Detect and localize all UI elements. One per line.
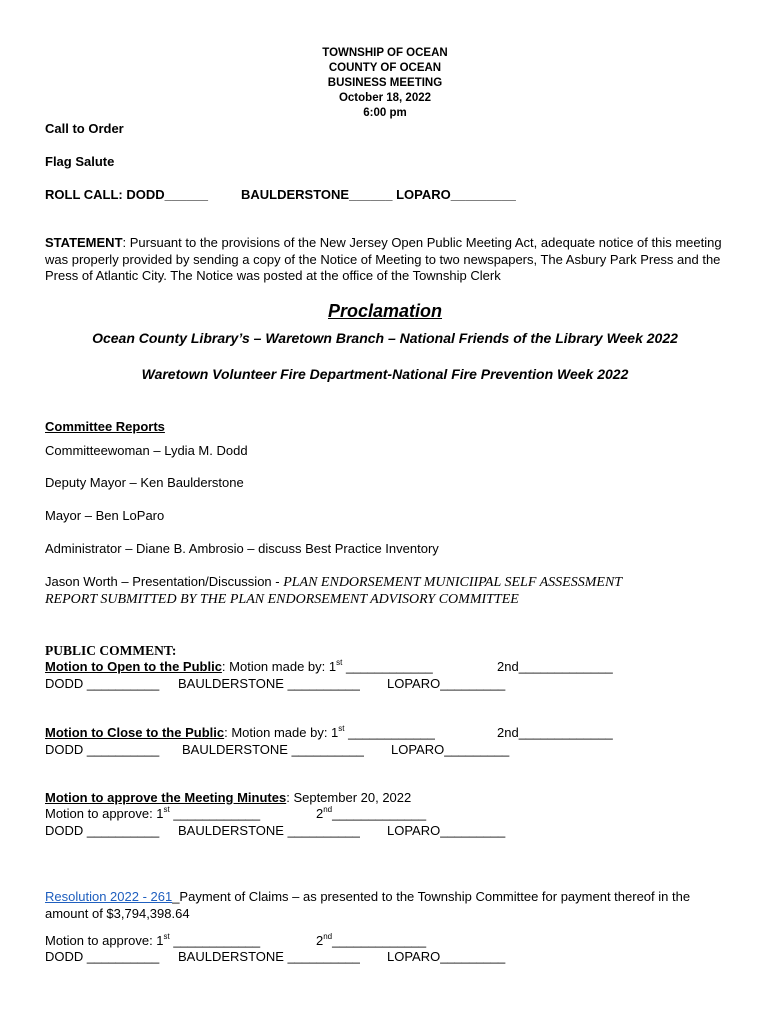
sup-st: st [338,724,345,733]
motion-close-first-blank: ____________ [344,725,435,740]
motion-minutes-label: Motion to approve the Meeting Minutes [45,790,287,805]
minutes-approve [45,806,260,821]
resolution-approve [45,933,260,948]
document-header [0,46,770,121]
vote-close-dodd: DODD __________ [45,742,160,757]
county-name: COUNTY OF OCEAN [328,62,442,74]
sup-st: st [336,658,343,667]
proclamation-title: Proclamation [327,301,443,321]
call-to-order: Call to Order [45,121,124,136]
sup-st: st [163,932,170,941]
meeting-time: 6:00 pm [363,107,407,119]
vote-minutes-dodd: DODD __________ [45,823,160,838]
motion-close-second: 2nd_____________ [497,725,613,740]
motion-open-first-blank: ____________ [342,659,433,674]
resolution-text: _Payment of Claims – as presented to the Township Committee for payment thereof in the amount of $3,794,398.64 [45,889,691,921]
sup-nd: nd [323,805,333,814]
motion-minutes-date: : September 20, 2022 [286,790,412,805]
resolution-second-blank: _____________ [332,933,427,948]
resolution-link[interactable]: Resolution 2022 - 261 [45,889,173,904]
proclamation-item-library: Ocean County Library’s – Waretown Branch – National Friends of the Library Week 2022 [92,330,678,346]
minutes-second [316,806,426,821]
vote-close-baulderstone: BAULDERSTONE __________ [182,742,364,757]
statement-text: : Pursuant to the provisions of the New Jersey Open Public Meeting Act, adequate notice of this meeting was properly provided by sending a copy of the Notice of Meeting to two newspapers, The Asbury Park Press and the Press of Atlantic City. The Notice was posted at the office of the Township Clerk [45,235,722,283]
presentation-prefix: Jason Worth – Presentation/Discussion - [45,574,284,589]
resolution-second-num: 2 [316,933,324,948]
vote-resolution-baulderstone: BAULDERSTONE __________ [178,949,360,964]
minutes-second-num: 2 [316,806,324,821]
flag-salute: Flag Salute [45,154,115,169]
proclamation-item-fire: Waretown Volunteer Fire Department-National Fire Prevention Week 2022 [141,366,629,382]
vote-open-dodd: DODD __________ [45,676,160,691]
statement-label: STATEMENT [45,235,123,250]
motion-close-text: : Motion made by: 1 [224,725,339,740]
presentation-title-line1: PLAN ENDORSEMENT MUNICIIPAL SELF ASSESSMENT [283,575,623,590]
meeting-date: October 18, 2022 [338,92,432,104]
presentation-title-line2: REPORT SUBMITTED BY THE PLAN ENDORSEMENT ADVISORY COMMITTEE [45,592,519,607]
vote-minutes-loparo: LOPARO_________ [387,823,506,838]
report-presentation [45,574,622,591]
township-name: TOWNSHIP OF OCEAN [322,47,448,59]
motion-open-label: Motion to Open to the Public [45,659,222,674]
roll-call [45,187,208,202]
roll-call-label: ROLL CALL: [45,187,123,202]
public-comment-title: PUBLIC COMMENT: [45,643,177,658]
report-administrator: Administrator – Diane B. Ambrosio – discuss Best Practice Inventory [45,541,439,556]
resolution-approve-text: Motion to approve: 1 [45,933,164,948]
resolution-first-blank: ____________ [169,933,261,948]
roll-call-loparo: LOPARO_________ [396,187,516,202]
vote-minutes-baulderstone: BAULDERSTONE __________ [178,823,360,838]
vote-open-loparo: LOPARO_________ [387,676,506,691]
minutes-approve-text: Motion to approve: 1 [45,806,164,821]
vote-open-baulderstone: BAULDERSTONE __________ [178,676,360,691]
roll-call-baulderstone [241,187,516,202]
statement-paragraph [45,235,725,285]
sup-st: st [163,805,170,814]
minutes-first-blank: ____________ [169,806,261,821]
roll-call-baulderstone-text: BAULDERSTONE______ [241,187,393,202]
motion-open-text: : Motion made by: 1 [221,659,337,674]
report-committeewoman: Committeewoman – Lydia M. Dodd [45,443,248,458]
motion-minutes [45,790,411,805]
roll-call-dodd: DODD______ [126,187,209,202]
motion-open-second: 2nd_____________ [497,659,613,674]
motion-close-label: Motion to Close to the Public [45,725,225,740]
motion-open-public [45,659,433,674]
sup-nd: nd [323,932,333,941]
resolution-second [316,933,426,948]
vote-resolution-dodd: DODD __________ [45,949,160,964]
meeting-type: BUSINESS MEETING [327,77,443,89]
minutes-second-blank: _____________ [332,806,427,821]
motion-close-public [45,725,435,740]
committee-reports-title: Committee Reports [45,419,165,434]
report-mayor: Mayor – Ben LoParo [45,508,165,523]
resolution-paragraph [45,889,735,922]
vote-close-loparo: LOPARO_________ [391,742,510,757]
vote-resolution-loparo: LOPARO_________ [387,949,506,964]
report-deputy-mayor: Deputy Mayor – Ken Baulderstone [45,475,244,490]
